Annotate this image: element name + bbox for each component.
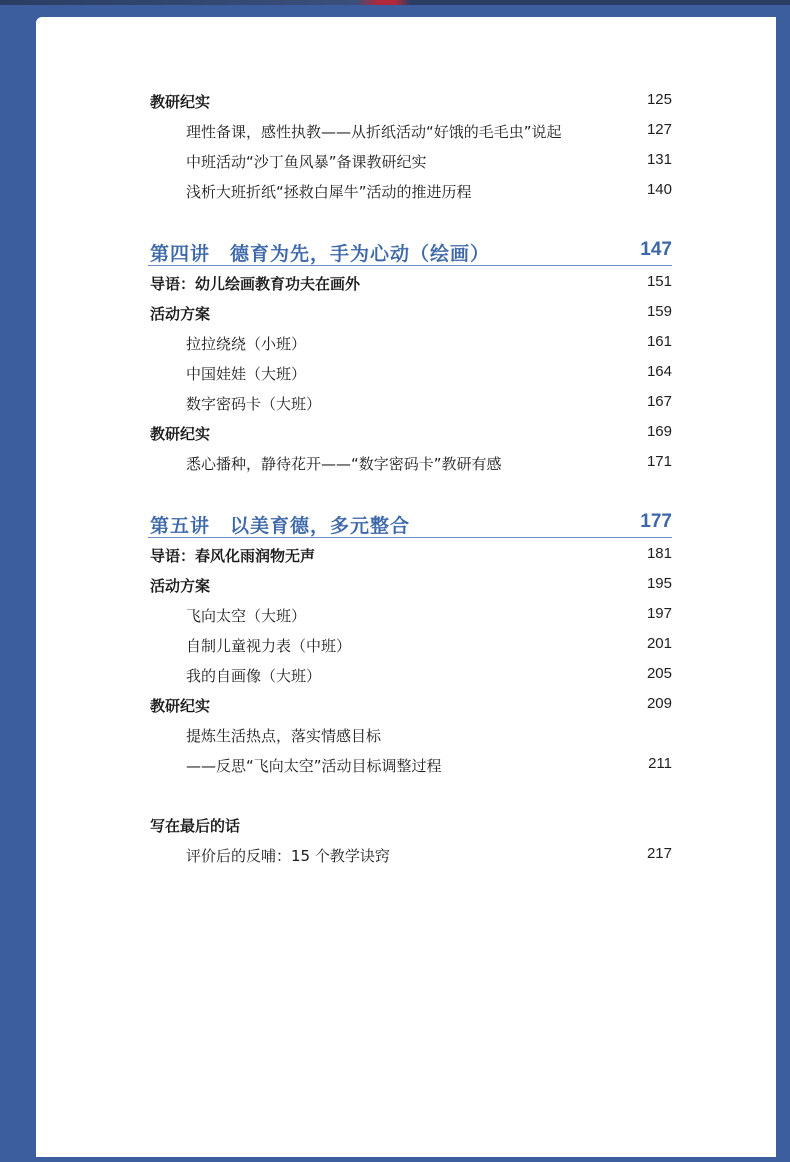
entry-title: 教研纪实 xyxy=(150,93,211,111)
toc-subentry[interactable] xyxy=(36,453,776,479)
entry-page: 151 xyxy=(646,273,672,290)
toc-entry-research-record[interactable] xyxy=(36,695,776,721)
entry-title: 教研纪实 xyxy=(150,425,211,443)
toc-subentry[interactable] xyxy=(36,181,776,207)
entry-page: 195 xyxy=(646,575,672,592)
entry-title: 数字密码卡（大班） xyxy=(186,395,322,413)
entry-title: 评价后的反哺：15 个教学诀窍 xyxy=(186,847,390,865)
entry-page: 140 xyxy=(646,181,672,198)
entry-title: 活动方案 xyxy=(150,577,211,595)
entry-page: 209 xyxy=(646,695,672,712)
chapter-title: 第四讲 德育为先，手为心动（绘画） xyxy=(150,243,491,265)
entry-title: 写在最后的话 xyxy=(150,817,241,835)
toc-entry-research-record[interactable] xyxy=(36,423,776,449)
entry-title: 浅析大班折纸“拯救白犀牛”活动的推进历程 xyxy=(186,183,472,201)
toc-subentry[interactable] xyxy=(36,635,776,661)
entry-title: 拉拉绕绕（小班） xyxy=(186,335,307,353)
toc-entry-activity-plans[interactable] xyxy=(36,575,776,601)
chapter-divider xyxy=(148,537,672,538)
entry-title: 教研纪实 xyxy=(150,697,211,715)
entry-page: 201 xyxy=(646,635,672,652)
toc-subentry[interactable] xyxy=(36,665,776,691)
chapter-page: 147 xyxy=(640,239,672,260)
entry-title: 自制儿童视力表（中班） xyxy=(186,637,352,655)
entry-title: 理性备课，感性执教——从折纸活动“好饿的毛毛虫”说起 xyxy=(186,123,562,141)
chapter-title: 第五讲 以美育德，多元整合 xyxy=(150,515,411,537)
toc-entry-intro[interactable] xyxy=(36,273,776,299)
toc-subentry[interactable] xyxy=(36,605,776,631)
toc-entry-intro[interactable] xyxy=(36,545,776,571)
entry-page: 131 xyxy=(646,151,672,168)
entry-page: 211 xyxy=(648,755,672,772)
entry-title: 导语：幼儿绘画教育功夫在画外 xyxy=(150,275,361,293)
entry-page: 181 xyxy=(646,545,672,562)
entry-title: 我的自画像（大班） xyxy=(186,667,322,685)
entry-title: 提炼生活热点，落实情感目标 xyxy=(186,727,382,745)
toc-subentry[interactable] xyxy=(36,333,776,359)
entry-subtitle: ——反思“飞向太空”活动目标调整过程 xyxy=(186,757,442,775)
entry-page: 161 xyxy=(646,333,672,350)
entry-page: 217 xyxy=(646,845,672,862)
entry-page: 164 xyxy=(646,363,672,380)
entry-page: 127 xyxy=(646,121,672,138)
entry-page: 169 xyxy=(646,423,672,440)
entry-title: 飞向太空（大班） xyxy=(186,607,307,625)
toc-subentry[interactable] xyxy=(36,363,776,389)
toc-entry-activity-plans[interactable] xyxy=(36,303,776,329)
entry-page: 125 xyxy=(646,91,672,108)
entry-page: 167 xyxy=(646,393,672,410)
toc-subentry[interactable] xyxy=(36,121,776,147)
entry-page: 159 xyxy=(646,303,672,320)
entry-title: 活动方案 xyxy=(150,305,211,323)
entry-page: 205 xyxy=(646,665,672,682)
entry-page: 171 xyxy=(646,453,672,470)
entry-title: 悉心播种，静待花开——“数字密码卡”教研有感 xyxy=(186,455,502,473)
toc-entry-research-record[interactable] xyxy=(36,91,776,117)
chapter-divider xyxy=(148,265,672,266)
entry-title: 导语：春风化雨润物无声 xyxy=(150,547,316,565)
toc-subentry-line2[interactable] xyxy=(36,755,776,781)
toc-subentry[interactable] xyxy=(36,151,776,177)
toc-entry-final-words[interactable] xyxy=(36,815,776,841)
toc-subentry[interactable] xyxy=(36,393,776,419)
entry-title: 中国娃娃（大班） xyxy=(186,365,307,383)
entry-title: 中班活动“沙丁鱼风暴”备课教研纪实 xyxy=(186,153,427,171)
toc-subentry[interactable] xyxy=(36,845,776,871)
top-edge-strip xyxy=(0,0,790,5)
chapter-page: 177 xyxy=(640,511,672,532)
toc-page xyxy=(36,17,776,1157)
toc-subentry-line1[interactable] xyxy=(36,725,776,751)
entry-page: 197 xyxy=(646,605,672,622)
